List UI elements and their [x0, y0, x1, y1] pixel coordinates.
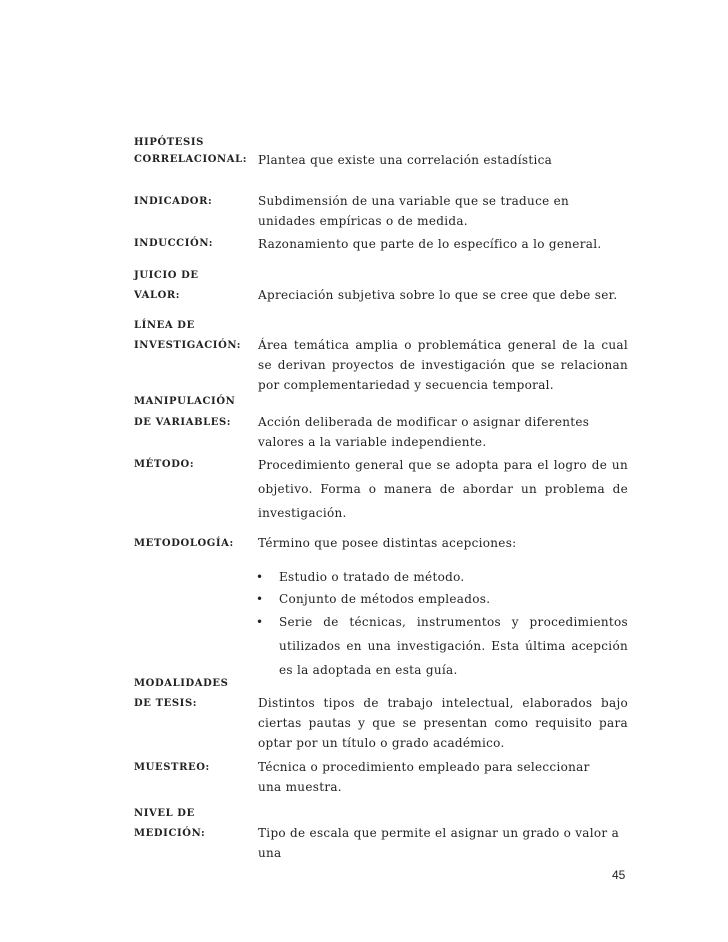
bullet-marker: •	[256, 592, 264, 606]
term-juicio-line1: JUICIO DE	[134, 270, 199, 281]
term-manipulacion-line2: DE VARIABLES:	[134, 417, 232, 428]
term-induccion: INDUCCIÓN:	[134, 238, 213, 249]
term-metodo: MÉTODO:	[134, 459, 195, 470]
bullet-marker: •	[256, 570, 264, 584]
term-nivel-line1: NIVEL DE	[134, 808, 195, 819]
term-modalidades-line2: DE TESIS:	[134, 698, 198, 709]
term-hipotesis-line2: CORRELACIONAL:	[134, 154, 248, 165]
definition-hipotesis-correlacional: Plantea que existe una correlación estadística	[258, 153, 553, 167]
term-juicio-line2: VALOR:	[134, 290, 181, 301]
definition-muestreo: Técnica o procedimiento empleado para seleccionar una muestra.	[258, 760, 590, 794]
definition-induccion: Razonamiento que parte de lo específico a lo general.	[258, 237, 602, 251]
metodologia-bullet-2: Conjunto de métodos empleados.	[279, 592, 491, 606]
term-indicador: INDICADOR:	[134, 196, 213, 207]
term-linea-line2: INVESTIGACIÓN:	[134, 340, 242, 351]
term-linea-line1: LÍNEA DE	[134, 320, 195, 331]
definition-manipulacion-de-variables: Acción deliberada de modificar o asignar diferentes valores a la variable independiente.	[258, 415, 590, 449]
metodologia-bullet-3: Serie de técnicas, instrumentos y procedimientos utilizados en una investigación. Esta última acepción es la adoptada en esta guía.	[279, 615, 628, 677]
term-nivel-line2: MEDICIÓN:	[134, 828, 206, 839]
definition-modalidades-de-tesis: Distintos tipos de trabajo intelectual, elaborados bajo ciertas pautas y que se presentan como requisito para optar por un título o grado académico.	[258, 696, 628, 750]
definition-linea-de-investigacion: Área temática amplia o problemática general de la cual se derivan proyectos de investigación que se relacionan por complementariedad y secuencia temporal.	[258, 338, 628, 392]
term-metodologia: METODOLOGÍA:	[134, 538, 234, 549]
definition-nivel-de-medicion: Tipo de escala que permite el asignar un grado o valor a una	[258, 826, 620, 860]
bullet-marker: •	[256, 615, 264, 629]
term-modalidades-line1: MODALIDADES	[134, 678, 229, 689]
term-muestreo: MUESTREO:	[134, 762, 210, 773]
term-manipulacion-line1: MANIPULACIÓN	[134, 396, 236, 407]
term-hipotesis-line1: HIPÓTESIS	[134, 137, 204, 148]
metodologia-bullet-1: Estudio o tratado de método.	[279, 570, 465, 584]
definition-metodo: Procedimiento general que se adopta para el logro de un objetivo. Forma o manera de abordar un problema de investigación.	[258, 458, 628, 520]
definition-indicador: Subdimensión de una variable que se traduce en unidades empíricas o de medida.	[258, 194, 570, 228]
page-number: 45	[612, 868, 626, 882]
definition-metodologia: Término que posee distintas acepciones:	[258, 536, 517, 550]
definition-juicio-de-valor: Apreciación subjetiva sobre lo que se cree que debe ser.	[258, 288, 618, 302]
